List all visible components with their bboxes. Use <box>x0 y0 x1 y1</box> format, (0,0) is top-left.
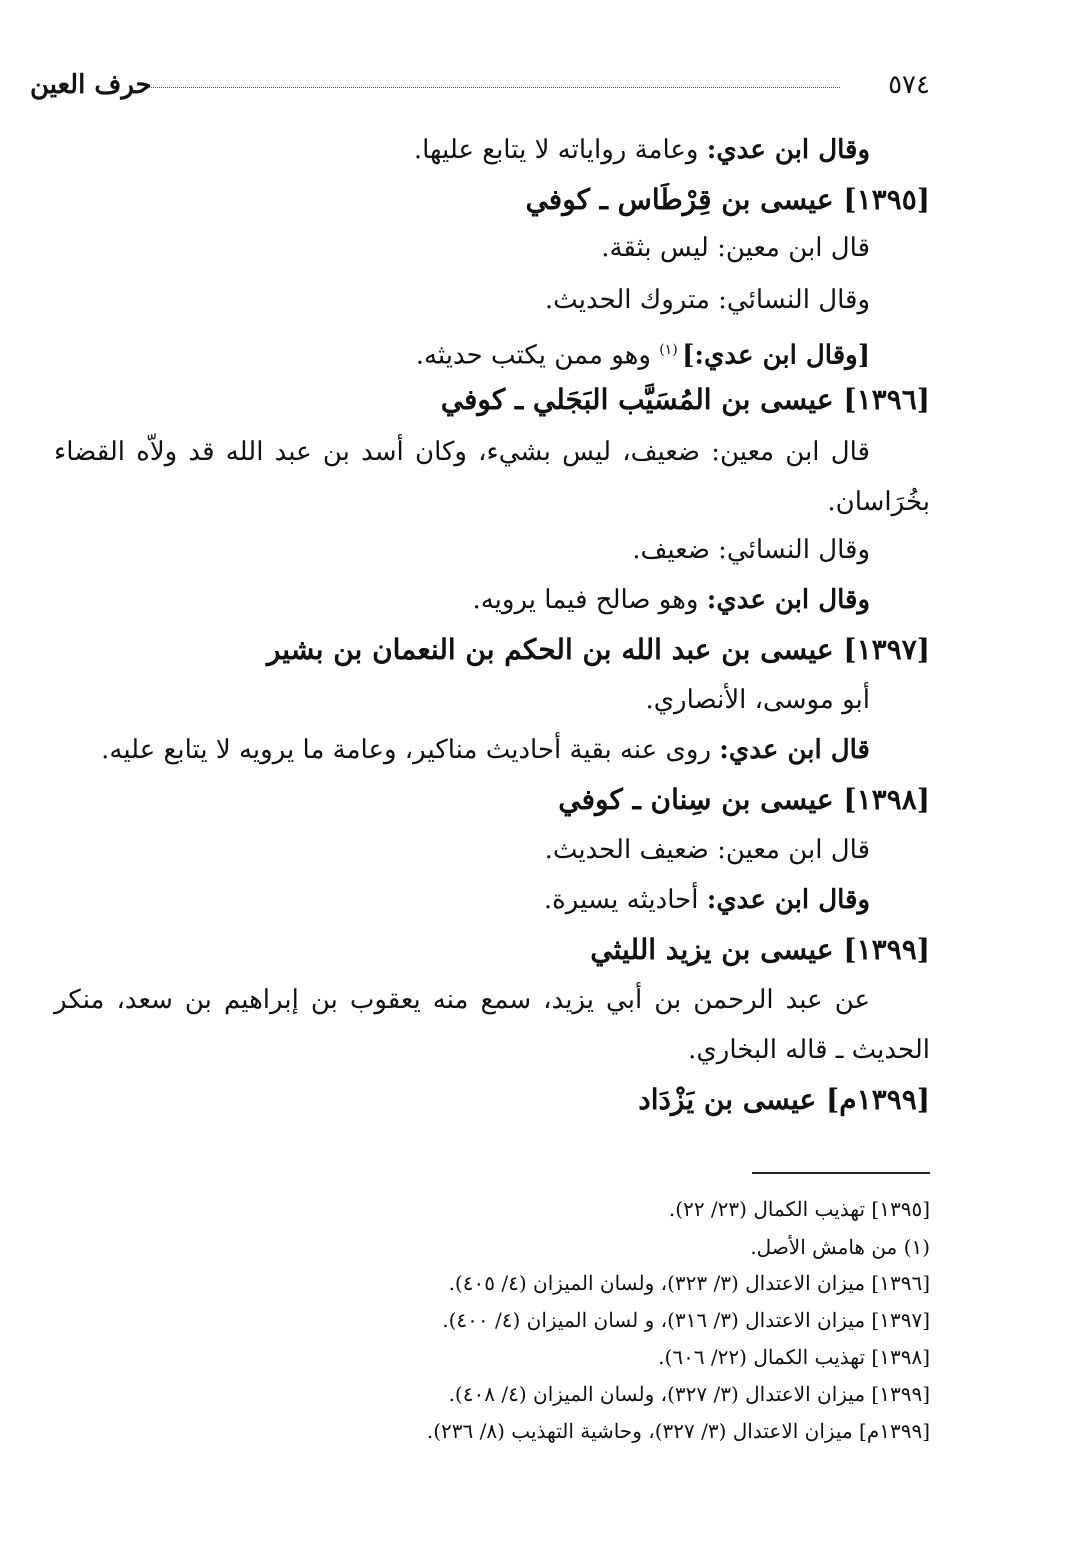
footnote-line: (١) من هامش الأصل. <box>750 1235 930 1259</box>
entry-heading: [١٣٩٦] عيسى بن المُسَيَّب البَجَلي ـ كوفي <box>440 383 930 416</box>
chapter-title: حرف العين <box>30 70 152 100</box>
text-line <box>414 130 870 170</box>
entry-heading: [١٣٩٥] عيسى بن قِرْطَاس ـ كوفي <box>525 183 930 216</box>
speaker-label: [وقال ابن عدي:] <box>682 340 870 371</box>
text-line <box>632 530 870 570</box>
entry-heading: [١٣٩٨] عيسى بن سِنان ـ كوفي <box>558 783 930 816</box>
line-text: وقال النسائي: ضعيف. <box>632 535 870 565</box>
footnote-line: [١٣٩٧] ميزان الاعتدال (٣/ ٣١٦)، و لسان الميزان (٤/ ٤٠٠). <box>442 1308 930 1332</box>
text-line <box>101 730 870 770</box>
footnote-line: [١٣٩٩م] ميزان الاعتدال (٣/ ٣٢٧)، وحاشية التهذيب (٨/ ٢٣٦). <box>426 1419 930 1443</box>
footnote-separator <box>752 1172 930 1174</box>
footnote-line: [١٣٩٦] ميزان الاعتدال (٣/ ٣٢٣)، ولسان الميزان (٤/ ٤٠٥). <box>448 1271 930 1295</box>
text-line <box>645 680 870 720</box>
text-line <box>601 228 870 268</box>
line-text: روى عنه بقية أحاديث مناكير، وعامة ما يرويه لا يتابع عليه. <box>101 735 720 765</box>
footnote-marker: (١) <box>659 342 683 358</box>
page-number: ٥٧٤ <box>888 70 930 100</box>
text-line <box>544 880 870 920</box>
line-text: أحاديثه يسيرة. <box>543 885 707 915</box>
text-line <box>688 1030 930 1070</box>
text-line: عن عبد الرحمن بن أبي يزيد، سمع منه يعقوب بن إبراهيم بن سعد، منكر <box>54 985 870 1015</box>
speaker-label: قال ابن عدي: <box>719 735 870 765</box>
line-text: أبو موسى، الأنصاري. <box>645 685 870 715</box>
header-rule <box>148 87 840 88</box>
footnote-line: [١٣٩٩] ميزان الاعتدال (٣/ ٣٢٧)، ولسان الميزان (٤/ ٤٠٨). <box>448 1382 930 1406</box>
speaker-label: وقال ابن عدي: <box>706 135 870 165</box>
text-line <box>545 830 870 870</box>
speaker-label: وقال ابن عدي: <box>706 885 870 915</box>
line-text: وعامة رواياته لا يتابع عليها. <box>413 135 707 165</box>
text-line <box>545 280 870 320</box>
text-line <box>416 330 870 376</box>
line-text: قال ابن معين: ضعيف الحديث. <box>544 835 870 865</box>
text-line <box>827 482 930 522</box>
entry-heading: [١٣٩٩] عيسى بن يزيد الليثي <box>590 933 930 966</box>
line-text: قال ابن معين: ليس بثقة. <box>601 233 870 263</box>
line-text: الحديث ـ قاله البخاري. <box>688 1035 930 1065</box>
entry-heading: [١٣٩٩م] عيسى بن يَزْدَاد <box>638 1083 930 1116</box>
text-line <box>472 580 870 620</box>
speaker-label: وقال ابن عدي: <box>706 585 870 615</box>
line-text: بخُرَاسان. <box>827 487 930 517</box>
line-text: وقال النسائي: متروك الحديث. <box>544 285 870 315</box>
entry-heading: [١٣٩٧] عيسى بن عبد الله بن الحكم بن النعمان بن بشير <box>266 633 930 666</box>
text-line: قال ابن معين: ضعيف، ليس بشيء، وكان أسد بن عبد الله قد ولاّه القضاء <box>54 437 870 467</box>
line-text: وهو صالح فيما يرويه. <box>472 585 707 615</box>
footnote-line: [١٣٩٥] تهذيب الكمال (٢٣/ ٢٢). <box>668 1197 930 1221</box>
line-text: وهو ممن يكتب حديثه. <box>415 340 660 371</box>
running-header <box>30 64 930 104</box>
footnote-line: [١٣٩٨] تهذيب الكمال (٢٢/ ٦٠٦). <box>658 1345 930 1369</box>
